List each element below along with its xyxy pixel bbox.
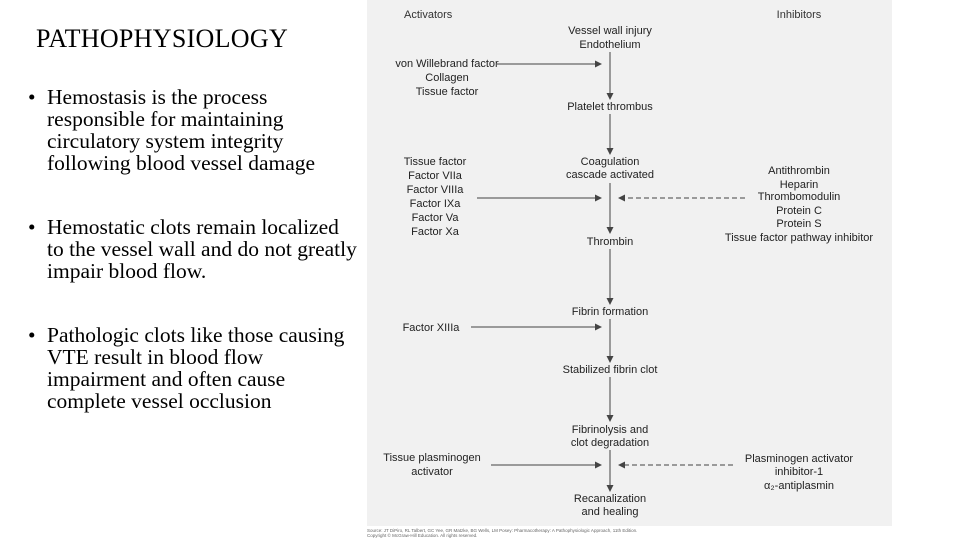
center-step-line: Vessel wall injury <box>568 25 652 37</box>
activators-header: Activators <box>404 9 453 21</box>
activator-label: Factor XIIIa <box>402 322 460 334</box>
activator-label: Factor IXa <box>409 198 461 210</box>
center-step-line: Thrombin <box>586 236 634 248</box>
bullet-item <box>28 216 358 282</box>
bullet-item <box>28 86 358 174</box>
activator-label: activator <box>411 466 453 478</box>
inhibitor-label: Thrombomodulin <box>757 191 841 203</box>
activator-group <box>404 156 467 238</box>
activator-label: Tissue factor <box>403 156 467 168</box>
center-step <box>572 306 648 318</box>
source-line: Source: JT DiPiro, RL Talbert, GC Yee, GR Matzke, BG Wells, LM Posey: Pharmacotherapy: A Pathophysiologic Approach, 11th Edition. <box>367 528 638 533</box>
bullet-list <box>28 86 358 454</box>
center-step-line: Fibrinolysis and <box>571 424 649 436</box>
bullet-dot: • <box>28 85 36 109</box>
activator-group <box>395 58 499 98</box>
activator-group <box>383 452 480 478</box>
inhibitor-label: inhibitor-1 <box>774 466 824 478</box>
bullet-dot: • <box>28 323 36 347</box>
inhibitor-label: Heparin <box>779 179 819 191</box>
center-step <box>587 236 633 248</box>
bullet-text: Hemostatic clots remain localized to the vessel wall and do not greatly impair blood flow. <box>47 215 357 283</box>
center-step-line: cascade activated <box>565 169 655 181</box>
inhibitor-label: Antithrombin <box>768 165 830 177</box>
bullet-text: Pathologic clots like those causing VTE result in blood flow impairment and often cause complete vessel occlusion <box>47 323 345 413</box>
copyright-line: Copyright © McGraw-Hill Education. All rights reserved. <box>367 533 478 538</box>
inhibitor-group <box>725 165 873 244</box>
center-step-line: Endothelium <box>579 39 641 51</box>
inhibitors-header: Inhibitors <box>776 9 822 21</box>
inhibitor-label: Plasminogen activator <box>744 453 854 465</box>
activator-label: Tissue factor <box>415 86 479 98</box>
center-step <box>568 25 652 51</box>
bullet-text: Hemostasis is the process responsible for maintaining circulatory system integrity following blood vessel damage <box>47 85 316 175</box>
center-step <box>567 101 653 113</box>
center-step-line: Coagulation <box>580 156 640 168</box>
center-step-line: Recanalization <box>573 493 647 505</box>
bullet-dot: • <box>28 215 36 239</box>
hemostasis-diagram <box>367 0 892 526</box>
activator-label: Factor Xa <box>411 226 459 238</box>
activator-label: Factor VIIa <box>408 170 462 182</box>
activator-label: Factor VIIIa <box>406 184 464 196</box>
inhibitor-group <box>745 453 854 492</box>
activator-label: von Willebrand factor <box>395 58 499 70</box>
figure-source-caption <box>367 528 892 538</box>
bullet-item <box>28 324 358 412</box>
activator-label: Factor Va <box>411 212 459 224</box>
activator-group <box>403 322 461 334</box>
center-step <box>563 364 658 376</box>
inhibitor-label: Protein S <box>776 218 822 230</box>
center-step <box>574 493 646 518</box>
inhibitor-label: α₂-antiplasmin <box>764 480 834 492</box>
center-step <box>571 424 649 449</box>
center-step-line: Platelet thrombus <box>567 101 653 113</box>
inhibitor-label: Protein C <box>776 205 822 217</box>
activator-label: Collagen <box>425 72 469 84</box>
center-step-line: clot degradation <box>570 437 650 449</box>
center-step <box>566 156 654 181</box>
slide-title: PATHOPHYSIOLOGY <box>36 24 289 53</box>
activator-label: Tissue plasminogen <box>383 452 481 464</box>
center-step-line: Fibrin formation <box>571 306 649 318</box>
center-step-line: Stabilized fibrin clot <box>562 364 658 376</box>
center-step-line: and healing <box>581 506 639 518</box>
inhibitor-label: Tissue factor pathway inhibitor <box>724 232 874 244</box>
